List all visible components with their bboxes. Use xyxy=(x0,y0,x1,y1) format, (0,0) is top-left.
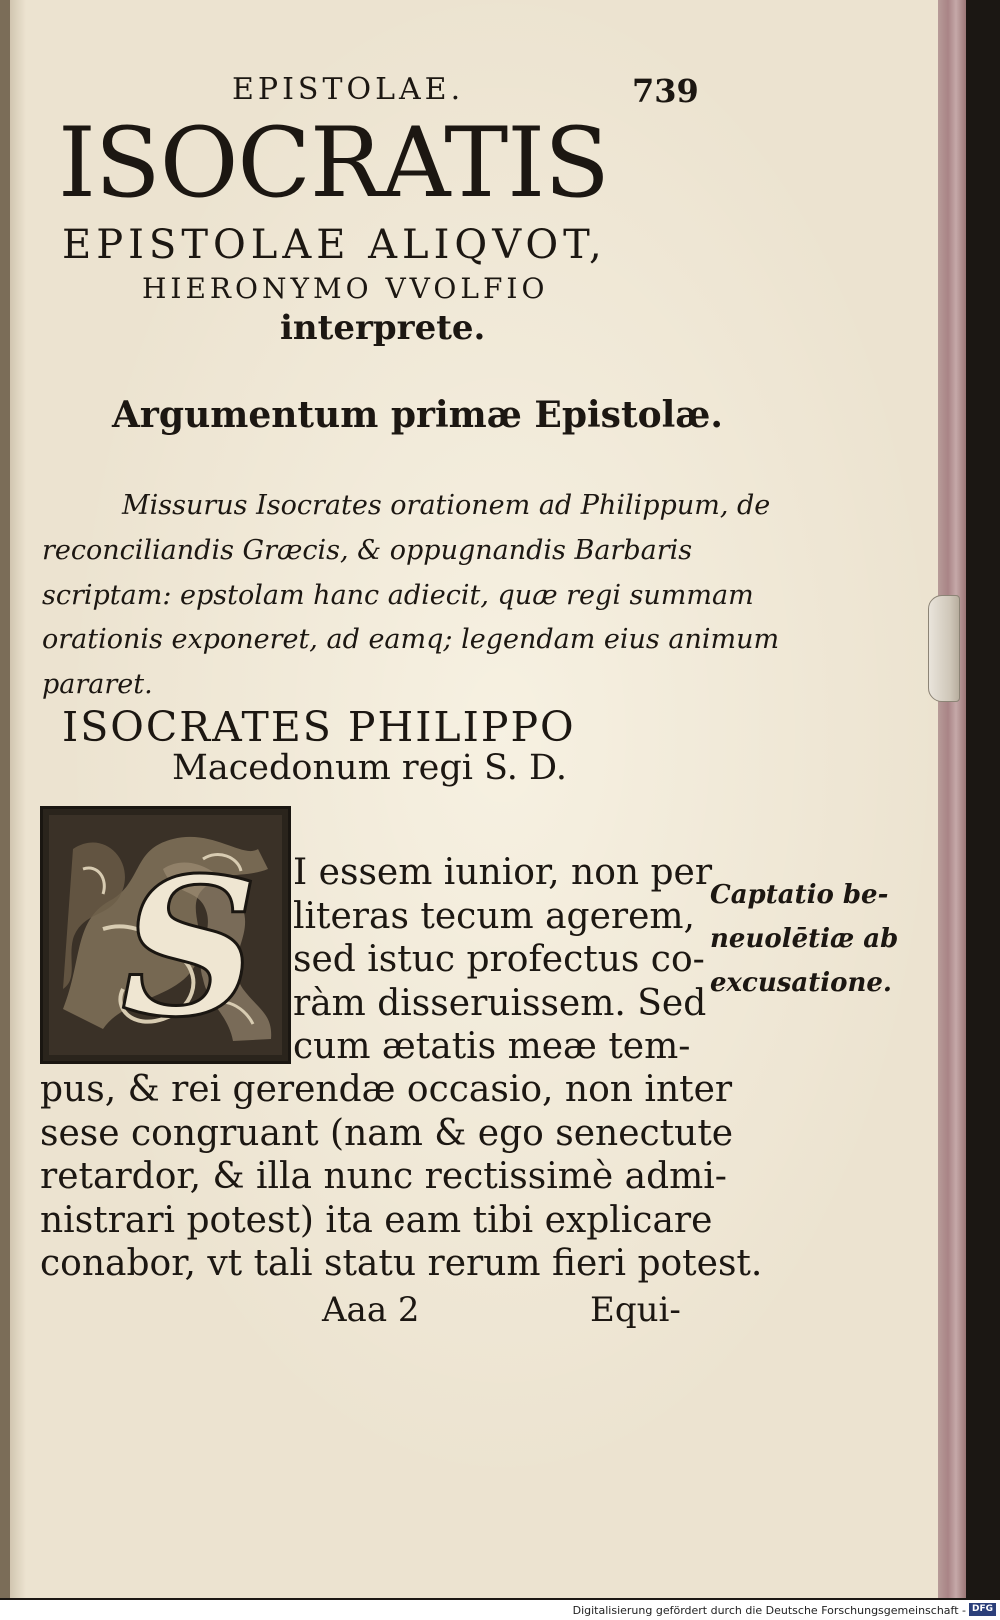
body-line: pus, & rei gerendæ occasio, non inter xyxy=(40,1069,733,1110)
page-number: 739 xyxy=(632,72,699,110)
body-line: sese congruant (nam & ego senectute xyxy=(40,1112,734,1154)
body-line: sed istuc profectus co- xyxy=(293,939,705,980)
page-edges xyxy=(938,0,966,1598)
body-line: retardor, & illa nunc rectissimè admi- xyxy=(40,1156,727,1197)
body-line: literas tecum agerem, xyxy=(293,895,695,937)
catchword: Equi- xyxy=(590,1290,681,1330)
margin-note-line: Captatio be- xyxy=(710,880,889,910)
dfg-logo-icon: DFG xyxy=(969,1603,996,1616)
argument-heading: Argumentum primæ Epistolæ. xyxy=(112,394,723,436)
interprete-line: interprete. xyxy=(280,308,486,348)
margin-note xyxy=(710,873,898,1005)
initial-letter: S xyxy=(121,836,259,1059)
argument-line: scriptam: epstolam hanc adiecit, quæ regi summam xyxy=(42,579,754,611)
argument-line: reconciliandis Græcis, & oppugnandis Barbaris xyxy=(42,534,693,566)
woodcut-ornament-icon xyxy=(43,809,288,1061)
running-head: EPISTOLAE. xyxy=(232,72,465,107)
letter-salutation: Macedonum regi S. D. xyxy=(172,748,567,788)
body-line: conabor, vt tali statu rerum fieri potest. xyxy=(40,1243,763,1284)
body-line: I essem iunior, non per xyxy=(293,852,713,893)
letter-body-beside-initial xyxy=(293,851,712,1069)
margin-note-line: excusatione. xyxy=(710,968,892,998)
argument-line: orationis exponeret, ad eamq; legendam eius animum xyxy=(42,624,780,656)
body-line: nistrari potest) ita eam tibi explicare xyxy=(40,1199,713,1241)
body-line: cum ætatis meæ tem- xyxy=(293,1026,691,1067)
subtitle: EPISTOLAE ALIQVOT, xyxy=(62,222,607,268)
translator-line: HIERONYMO VVOLFIO xyxy=(142,272,549,305)
letter-body xyxy=(40,1068,762,1286)
margin-note-line: neuolētiæ ab xyxy=(710,924,899,954)
argument-line: pararet. xyxy=(42,669,153,701)
letter-heading: ISOCRATES PHILIPPO xyxy=(62,703,576,751)
page-clip xyxy=(928,595,960,702)
argument-paragraph xyxy=(42,484,780,708)
woodcut-initial xyxy=(40,806,291,1064)
signature-mark: Aaa 2 xyxy=(322,1290,420,1330)
book-gutter xyxy=(0,0,10,1598)
credit-text: Digitalisierung gefördert durch die Deutsche Forschungsgemeinschaft - xyxy=(572,1604,966,1617)
argument-line: Missurus Isocrates orationem ad Philippum, de xyxy=(122,490,771,521)
body-line: ràm disseruissem. Sed xyxy=(293,982,707,1024)
main-title: ISOCRATIS xyxy=(58,107,609,219)
